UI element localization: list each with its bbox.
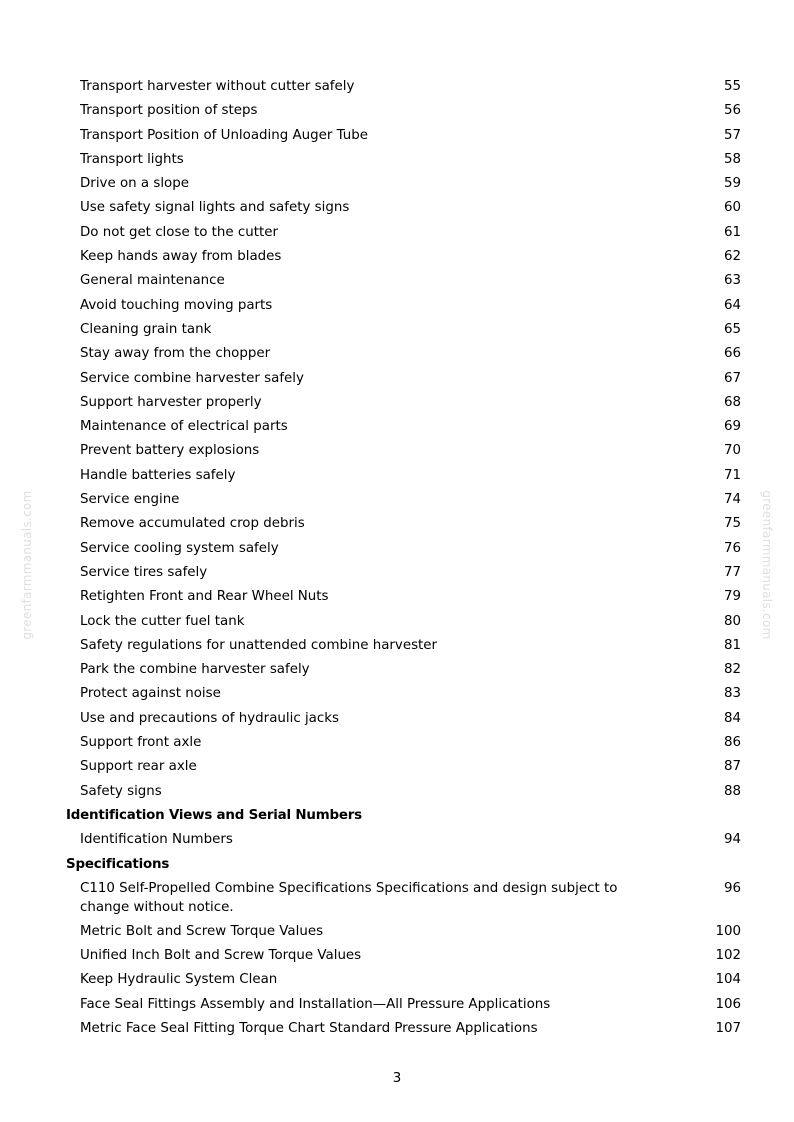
toc-entry <box>0 610 794 634</box>
toc-entry <box>0 828 794 852</box>
toc-entry-title: Handle batteries safely <box>80 467 236 483</box>
toc-entry-page-number: 81 <box>723 637 741 653</box>
toc-entry <box>0 124 794 148</box>
toc-entry-page-number: 69 <box>723 419 741 435</box>
toc-entry <box>0 221 794 245</box>
toc-entry-page-number: 104 <box>715 972 741 988</box>
toc-entry <box>0 585 794 609</box>
toc-entry-title: Transport position of steps <box>80 103 258 119</box>
toc-entry <box>0 877 794 920</box>
toc-entry-page-number: 74 <box>723 492 741 508</box>
toc-entry <box>0 342 794 366</box>
toc-entry-title: Service tires safely <box>80 564 208 580</box>
toc-entry <box>0 731 794 755</box>
toc-entry-page-number: 83 <box>723 686 741 702</box>
toc-entry-page-number: 65 <box>723 321 741 337</box>
toc-entry-page-number: 79 <box>723 589 741 605</box>
watermark-left: greenfarmmanuals.com <box>20 490 34 640</box>
toc-entry-page-number: 75 <box>723 516 741 532</box>
toc-entry <box>0 172 794 196</box>
toc-entry <box>0 488 794 512</box>
toc-entry <box>0 920 794 944</box>
toc-entry <box>0 367 794 391</box>
toc-entry-title: General maintenance <box>80 273 225 289</box>
toc-entry-page-number: 82 <box>723 662 741 678</box>
toc-entry-page-number: 86 <box>723 735 741 751</box>
toc-entry-title: Safety regulations for unattended combine harvester <box>80 637 438 653</box>
toc-entry-title: Retighten Front and Rear Wheel Nuts <box>80 589 329 605</box>
toc-section-heading <box>0 804 794 828</box>
table-of-contents <box>0 75 794 1041</box>
toc-entry <box>0 148 794 172</box>
toc-entry-page-number: 96 <box>723 880 741 896</box>
toc-entry <box>0 707 794 731</box>
toc-entry <box>0 561 794 585</box>
page-number: 3 <box>392 1071 402 1086</box>
toc-entry-page-number: 94 <box>723 832 741 848</box>
toc-entry <box>0 755 794 779</box>
toc-entry-page-number: 63 <box>723 273 741 289</box>
toc-entry <box>0 415 794 439</box>
toc-entry-title: Use and precautions of hydraulic jacks <box>80 710 339 726</box>
toc-entry <box>0 658 794 682</box>
toc-entry-page-number: 77 <box>723 564 741 580</box>
toc-entry-title: Support front axle <box>80 735 202 751</box>
toc-entry <box>0 391 794 415</box>
toc-entry-page-number: 87 <box>723 759 741 775</box>
toc-entry-page-number: 107 <box>715 1020 741 1036</box>
toc-entry-title: C110 Self-Propelled Combine Specifications Specifications and design subject to change without notice. <box>80 880 618 916</box>
toc-entry <box>0 294 794 318</box>
toc-entry-title: Lock the cutter fuel tank <box>80 613 245 629</box>
toc-entry-page-number: 106 <box>715 996 741 1012</box>
toc-entry-title: Avoid touching moving parts <box>80 297 273 313</box>
toc-entry-title: Keep Hydraulic System Clean <box>80 972 278 988</box>
toc-entry-page-number: 67 <box>723 370 741 386</box>
toc-entry <box>0 780 794 804</box>
toc-entry-title: Keep hands away from blades <box>80 249 282 265</box>
toc-entry-title: Safety signs <box>80 783 162 799</box>
toc-entry-title: Support harvester properly <box>80 394 262 410</box>
toc-entry-page-number: 71 <box>723 467 741 483</box>
toc-entry-page-number: 76 <box>723 540 741 556</box>
toc-entry <box>0 245 794 269</box>
toc-entry-page-number: 61 <box>723 224 741 240</box>
toc-entry <box>0 196 794 220</box>
toc-entry-page-number: 84 <box>723 710 741 726</box>
toc-entry-title: Transport harvester without cutter safely <box>80 79 355 94</box>
toc-entry-title: Protect against noise <box>80 686 221 702</box>
toc-entry-title: Transport Position of Unloading Auger Tube <box>80 127 369 143</box>
toc-entry-page-number: 57 <box>723 127 741 143</box>
toc-section-heading <box>0 853 794 877</box>
toc-entry-title: Face Seal Fittings Assembly and Installation—All Pressure Applications <box>80 996 551 1012</box>
toc-entry-page-number: 68 <box>723 394 741 410</box>
toc-entry-title: Remove accumulated crop debris <box>80 516 305 532</box>
toc-entry-page-number: 60 <box>723 200 741 216</box>
toc-entry <box>0 993 794 1017</box>
toc-entry <box>0 439 794 463</box>
toc-entry <box>0 512 794 536</box>
toc-entry-title: Identification Numbers <box>80 832 233 848</box>
section-heading-title: Specifications <box>66 856 170 872</box>
toc-entry-title: Service engine <box>80 492 180 508</box>
toc-entry <box>0 269 794 293</box>
toc-entry-page-number: 80 <box>723 613 741 629</box>
toc-entry-title: Metric Face Seal Fitting Torque Chart Standard Pressure Applications <box>80 1020 538 1036</box>
toc-entry <box>0 537 794 561</box>
toc-entry-page-number: 64 <box>723 297 741 313</box>
toc-entry-page-number: 59 <box>723 176 741 192</box>
toc-entry-page-number: 102 <box>715 948 741 964</box>
toc-entry-page-number: 55 <box>723 79 741 94</box>
toc-entry-title: Service combine harvester safely <box>80 370 304 386</box>
toc-entry <box>0 682 794 706</box>
toc-entry-title: Stay away from the chopper <box>80 346 271 362</box>
toc-entry <box>0 1017 794 1041</box>
toc-entry-title: Do not get close to the cutter <box>80 224 278 240</box>
toc-entry-page-number: 62 <box>723 249 741 265</box>
toc-entry-page-number: 88 <box>723 783 741 799</box>
toc-entry-title: Cleaning grain tank <box>80 321 212 337</box>
toc-entry-title: Service cooling system safely <box>80 540 279 556</box>
toc-entry-title: Unified Inch Bolt and Screw Torque Values <box>80 948 362 964</box>
toc-entry-title: Park the combine harvester safely <box>80 662 310 678</box>
toc-entry <box>0 464 794 488</box>
toc-entry-page-number: 66 <box>723 346 741 362</box>
toc-entry-page-number: 58 <box>723 151 741 167</box>
toc-entry <box>0 968 794 992</box>
watermark-right: greenfarmmanuals.com <box>760 490 774 640</box>
toc-entry-title: Support rear axle <box>80 759 197 775</box>
toc-entry <box>0 75 794 99</box>
toc-entry <box>0 634 794 658</box>
toc-entry-title: Transport lights <box>80 151 184 167</box>
section-heading-title: Identification Views and Serial Numbers <box>66 807 362 823</box>
toc-entry-title: Use safety signal lights and safety signs <box>80 200 350 216</box>
toc-entry <box>0 99 794 123</box>
toc-entry-page-number: 56 <box>723 103 741 119</box>
toc-entry <box>0 944 794 968</box>
toc-entry-page-number: 70 <box>723 443 741 459</box>
toc-entry <box>0 318 794 342</box>
toc-entry-title: Maintenance of electrical parts <box>80 419 288 435</box>
toc-entry-title: Drive on a slope <box>80 176 189 192</box>
toc-entry-page-number: 100 <box>715 923 741 939</box>
toc-entry-title: Prevent battery explosions <box>80 443 260 459</box>
toc-entry-title: Metric Bolt and Screw Torque Values <box>80 923 324 939</box>
